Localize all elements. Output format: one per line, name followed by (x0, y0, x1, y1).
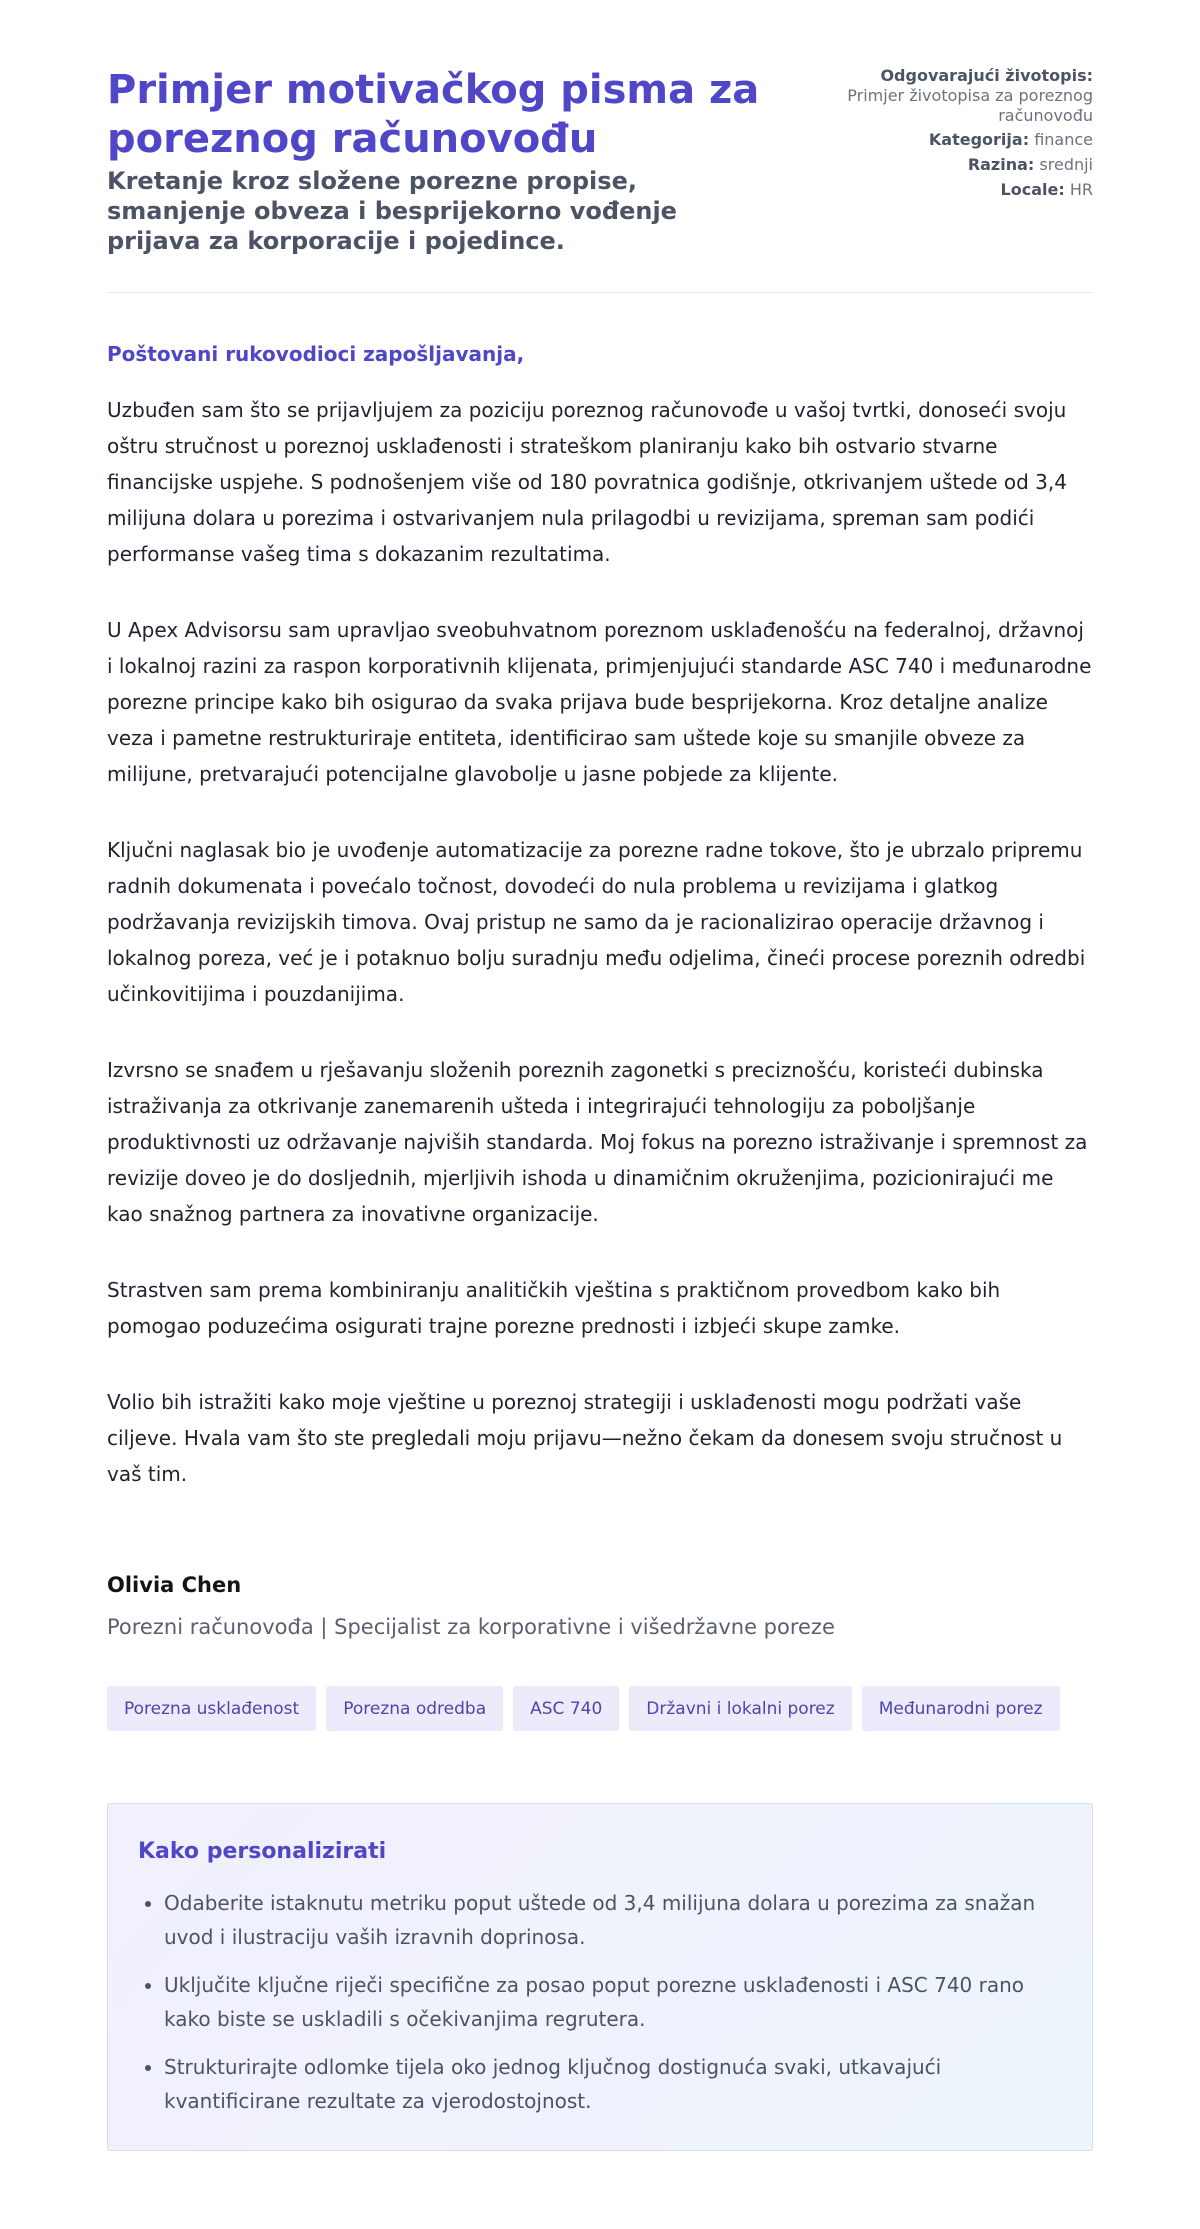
signature-block (107, 1532, 1093, 1642)
meta-category-label: Kategorija: (928, 130, 1030, 149)
meta-level (833, 155, 1093, 175)
letter-paragraph: Volio bih istražiti kako moje vještine u poreznoj strategiji i usklađenosti mogu podržati vaše ciljeve. Hvala vam što ste pregledali moju prijavu—nežno čekam da donesem svoju stručnost u vaš tim. (107, 1390, 1063, 1486)
letter-salutation: Poštovani rukovodioci zapošljavanja, (107, 342, 525, 366)
meta-related-link[interactable]: Primjer životopisa za poreznog računovođu (847, 86, 1093, 125)
meta-panel (833, 66, 1093, 205)
letter-paragraph: Ključni naglasak bio je uvođenje automatizacije za porezne radne tokove, što je ubrzalo pripremu radnih dokumenata i povećalo točnost, dovodeći do nula problema u revizijama i glatkog podržavanja revizijskih timova. Ovaj pristup ne samo da je racionalizirao operacije državnog i lokalnog poreza, već je i potaknuo bolju suradnju među odjelima, čineći procese poreznih odredbi učinkovitijima i pouzdanijima. (107, 838, 1086, 1006)
page-header (107, 66, 1093, 293)
letter-body (107, 293, 1093, 1492)
keyword-tag: Državni i lokalni porez (629, 1686, 851, 1731)
letter-paragraph: U Apex Advisorsu sam upravljao sveobuhvatnom poreznom usklađenošću na federalnoj, državnoj i lokalnoj razini za raspon korporativnih klijenata, primjenjujući standarde ASC 740 i međunarodne porezne principe kako bih osigurao da svaka prijava bude besprijekorna. Kroz detaljne analize veza i pametne restrukturiraje entiteta, identificirao sam uštede koje su smanjile obveze za milijune, pretvarajući potencijalne glavobolje u jasne pobjede za klijente. (107, 618, 1092, 786)
letter-paragraph: Uzbuđen sam što se prijavljujem za poziciju poreznog računovođe u vašoj tvrtki, donoseći svoju oštru stručnost u poreznoj usklađenosti i strateškom planiranju kako bih ostvario stvarne financijske uspjehe. S podnošenjem više od 180 povratnica godišnje, otkrivanjem uštede od 3,4 milijuna dolara u porezima i ostvarivanjem nula prilagodbi u revizijama, spreman sam podići performanse vašeg tima s dokazanim rezultatima. (107, 398, 1067, 566)
tips-list-item: • Odaberite istaknutu metriku poput uštede od 3,4 milijuna dolara u porezima za snažan uvod i ilustraciju vaših izravnih doprinosa. (164, 1886, 1062, 1954)
meta-related-resume (833, 66, 1093, 126)
meta-category (833, 130, 1093, 150)
personalize-tips-box (107, 1803, 1093, 2151)
tips-list (138, 1886, 1062, 2118)
meta-related-label: Odgovarajući životopis: (880, 66, 1093, 85)
keyword-tag: Porezna odredba (326, 1686, 503, 1731)
meta-locale-label: Locale: (1000, 180, 1065, 199)
page-title: Primjer motivačkog pisma za poreznog računovođu (107, 67, 760, 162)
letter-paragraph: Strastven sam prema kombiniranju analitičkih vještina s praktičnom provedbom kako bih pomogao poduzećima osigurati trajne porezne prednosti i izbjeći skupe zamke. (107, 1278, 1001, 1338)
cover-letter-page (107, 0, 1093, 2151)
meta-level-label: Razina: (967, 155, 1035, 174)
letter-paragraph: Izvrsno se snađem u rješavanju složenih poreznih zagonetki s preciznošću, koristeći dubinska istraživanja za otkrivanje zanemarenih ušteda i integrirajući tehnologiju za poboljšanje produktivnosti uz održavanje najviših standarda. Moj fokus na porezno istraživanje i spremnost za revizije doveo je do dosljednih, mjerljivih ishoda u dinamičnim okruženjima, pozicionirajući me kao snažnog partnera za inovativne organizacije. (107, 1058, 1088, 1226)
meta-level-value: srednji (1039, 155, 1093, 174)
keyword-tag: Porezna usklađenost (107, 1686, 316, 1731)
signature-name: Olivia Chen (107, 1573, 242, 1597)
meta-locale (833, 180, 1093, 200)
tips-list-item: • Uključite ključne riječi specifične za posao poput porezne usklađenosti i ASC 740 rano kako biste se uskladili s očekivanjima regrutera. (164, 1968, 1062, 2036)
tips-title: Kako personalizirati (138, 1839, 387, 1864)
keyword-tags (107, 1686, 1093, 1731)
meta-locale-value: HR (1069, 180, 1093, 199)
meta-category-value: finance (1034, 130, 1093, 149)
keyword-tag: ASC 740 (513, 1686, 619, 1731)
tips-list-item: • Strukturirajte odlomke tijela oko jednog ključnog dostignuća svaki, utkavajući kvantificirane rezultate za vjerodostojnost. (164, 2050, 1062, 2118)
keyword-tag: Međunarodni porez (862, 1686, 1060, 1731)
page-subtitle: Kretanje kroz složene porezne propise, smanjenje obveza i besprijekorno vođenje prijava za korporacije i pojedince. (107, 167, 677, 255)
signature-title: Porezni računovođa | Specijalist za korporativne i višedržavne poreze (107, 1615, 835, 1639)
header-titles (107, 66, 767, 256)
